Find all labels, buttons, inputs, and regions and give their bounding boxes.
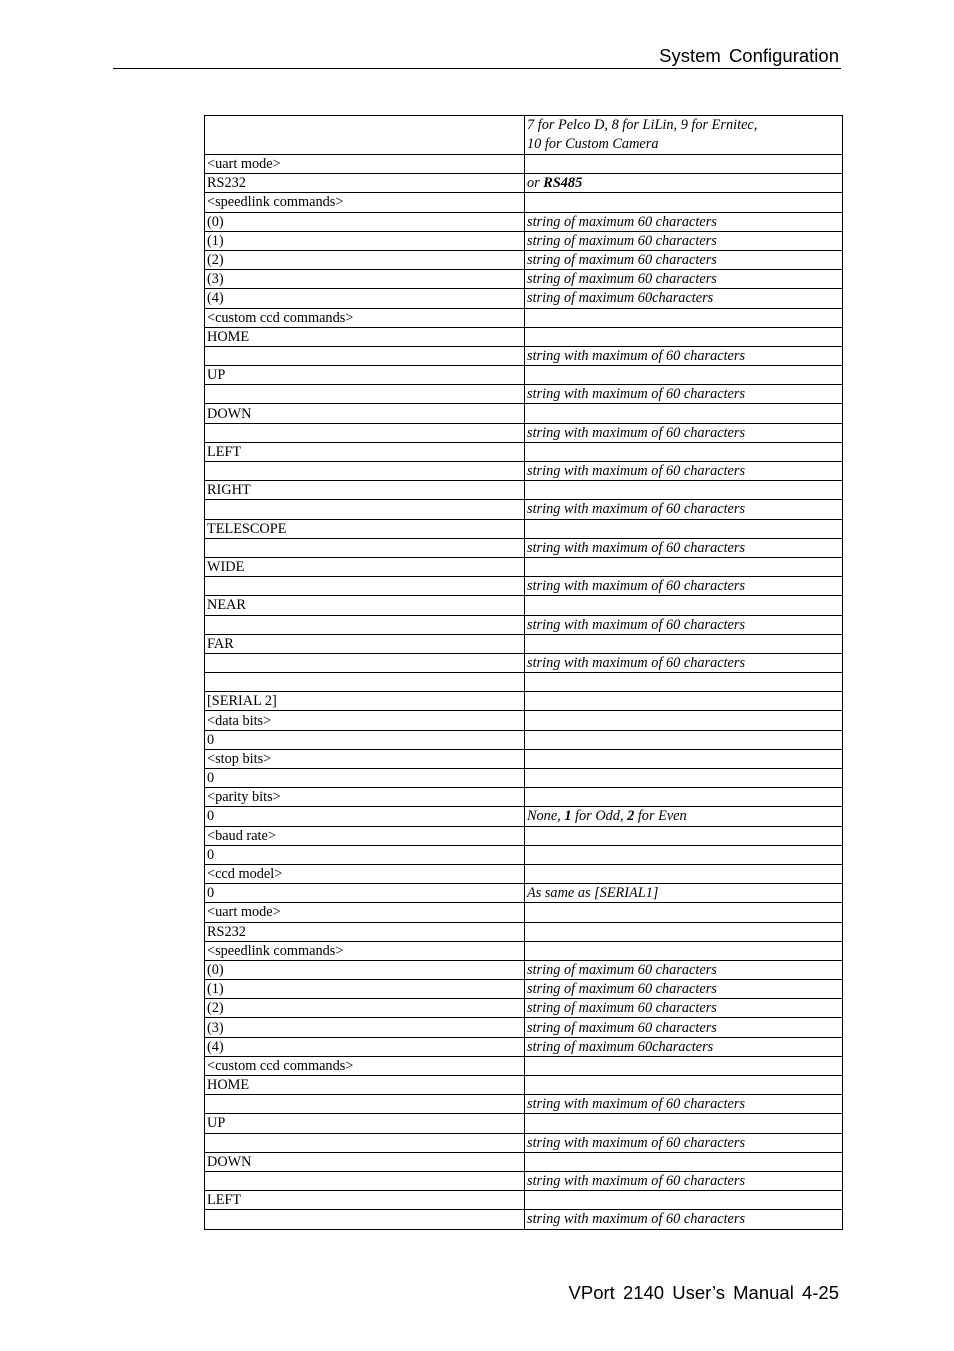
- table-row: [205, 385, 843, 404]
- param-cell: [205, 653, 525, 672]
- note-cell: [525, 826, 843, 845]
- note-cell: [525, 711, 843, 730]
- param-cell: <speedlink commands>: [205, 193, 525, 212]
- table-row: [205, 634, 843, 653]
- param-cell: <data bits>: [205, 711, 525, 730]
- table-row: [205, 212, 843, 231]
- table-row: [205, 270, 843, 289]
- table-row: [205, 1095, 843, 1114]
- note-cell: [525, 174, 843, 193]
- param-cell: [205, 116, 525, 155]
- param-cell: <custom ccd commands>: [205, 308, 525, 327]
- note-cell: string with maximum of 60 characters: [525, 1133, 843, 1152]
- note-cell: string with maximum of 60 characters: [525, 653, 843, 672]
- note-cell: [525, 1152, 843, 1171]
- note-line: 7 for Pelco D, 8 for LiLin, 9 for Ernitec,: [527, 117, 758, 133]
- note-value-bold: 1: [564, 808, 572, 825]
- note-cell: string with maximum of 60 characters: [525, 1171, 843, 1190]
- table-row: [205, 193, 843, 212]
- param-cell: <ccd model>: [205, 864, 525, 883]
- param-cell: LEFT: [205, 1191, 525, 1210]
- param-cell: <speedlink commands>: [205, 941, 525, 960]
- table-row: [205, 864, 843, 883]
- table-row: [205, 999, 843, 1018]
- param-cell: (4): [205, 289, 525, 308]
- note-cell: [525, 404, 843, 423]
- note-cell: [525, 308, 843, 327]
- param-cell: <stop bits>: [205, 749, 525, 768]
- note-cell: string with maximum of 60 characters: [525, 1210, 843, 1229]
- table-row: [205, 769, 843, 788]
- note-cell: string of maximum 60 characters: [525, 960, 843, 979]
- table-row: [205, 1076, 843, 1095]
- page-footer: VPort 2140 User’s Manual 4-25: [568, 1282, 839, 1303]
- param-cell: RS232: [205, 174, 525, 193]
- param-cell: <uart mode>: [205, 903, 525, 922]
- param-cell: [205, 462, 525, 481]
- param-cell: 0: [205, 845, 525, 864]
- note-value-bold: RS485: [543, 175, 583, 192]
- note-text: or: [527, 175, 544, 192]
- note-cell: [525, 769, 843, 788]
- table-row: [205, 289, 843, 308]
- param-cell: [205, 385, 525, 404]
- note-cell: [525, 519, 843, 538]
- table-row: [205, 615, 843, 634]
- table-row: [205, 250, 843, 269]
- param-cell: <custom ccd commands>: [205, 1056, 525, 1075]
- note-cell: As same as [SERIAL1]: [525, 884, 843, 903]
- param-cell: RIGHT: [205, 481, 525, 500]
- table-row: [205, 596, 843, 615]
- note-text: None,: [527, 808, 565, 825]
- table-row: [205, 538, 843, 557]
- note-cell: [525, 557, 843, 576]
- param-cell: NEAR: [205, 596, 525, 615]
- note-cell: string with maximum of 60 characters: [525, 385, 843, 404]
- table-row: [205, 346, 843, 365]
- param-cell: [205, 673, 525, 692]
- table-row: [205, 308, 843, 327]
- table-row: [205, 749, 843, 768]
- param-cell: [205, 1133, 525, 1152]
- table-row: [205, 673, 843, 692]
- table-row: [205, 557, 843, 576]
- table-row: [205, 519, 843, 538]
- table-row: [205, 807, 843, 826]
- table-row: [205, 442, 843, 461]
- config-table-body: [205, 116, 843, 1230]
- table-row: [205, 1037, 843, 1056]
- table-row: [205, 500, 843, 519]
- param-cell: RS232: [205, 922, 525, 941]
- note-cell: string with maximum of 60 characters: [525, 615, 843, 634]
- note-text: for Odd,: [571, 808, 628, 825]
- note-cell: [525, 1056, 843, 1075]
- note-cell: string of maximum 60characters: [525, 1037, 843, 1056]
- table-row: [205, 1018, 843, 1037]
- header-rule: [113, 68, 841, 69]
- note-cell: string of maximum 60 characters: [525, 250, 843, 269]
- param-cell: [205, 538, 525, 557]
- param-cell: <uart mode>: [205, 155, 525, 174]
- param-cell: [SERIAL 2]: [205, 692, 525, 711]
- table-row: [205, 174, 843, 193]
- config-table: [204, 115, 843, 1230]
- param-cell: (4): [205, 1037, 525, 1056]
- table-row: [205, 845, 843, 864]
- note-cell: [525, 116, 843, 155]
- note-cell: [525, 442, 843, 461]
- note-cell: [525, 692, 843, 711]
- param-cell: UP: [205, 1114, 525, 1133]
- table-row: [205, 1114, 843, 1133]
- note-cell: string with maximum of 60 characters: [525, 346, 843, 365]
- table-row: [205, 462, 843, 481]
- param-cell: (1): [205, 231, 525, 250]
- param-cell: [205, 346, 525, 365]
- table-row: [205, 1191, 843, 1210]
- param-cell: (3): [205, 1018, 525, 1037]
- note-cell: [525, 1191, 843, 1210]
- table-row: [205, 481, 843, 500]
- param-cell: DOWN: [205, 404, 525, 423]
- table-row: [205, 1056, 843, 1075]
- page-header-title: System Configuration: [659, 45, 839, 66]
- note-cell: string of maximum 60 characters: [525, 270, 843, 289]
- table-row: [205, 231, 843, 250]
- table-row: [205, 692, 843, 711]
- param-cell: HOME: [205, 1076, 525, 1095]
- table-row: [205, 653, 843, 672]
- note-cell: [525, 634, 843, 653]
- note-cell: [525, 1076, 843, 1095]
- table-row: [205, 327, 843, 346]
- param-cell: [205, 500, 525, 519]
- note-cell: [525, 845, 843, 864]
- table-row: [205, 941, 843, 960]
- param-cell: (1): [205, 980, 525, 999]
- param-cell: 0: [205, 730, 525, 749]
- param-cell: [205, 1210, 525, 1229]
- table-row: [205, 366, 843, 385]
- note-cell: [525, 922, 843, 941]
- param-cell: (0): [205, 212, 525, 231]
- param-cell: 0: [205, 769, 525, 788]
- table-row: [205, 980, 843, 999]
- param-cell: [205, 1095, 525, 1114]
- note-cell: string of maximum 60 characters: [525, 999, 843, 1018]
- table-row: [205, 730, 843, 749]
- note-cell: [525, 903, 843, 922]
- note-cell: string with maximum of 60 characters: [525, 538, 843, 557]
- note-cell: string with maximum of 60 characters: [525, 577, 843, 596]
- note-cell: [525, 807, 843, 826]
- note-cell: string of maximum 60characters: [525, 289, 843, 308]
- param-cell: (2): [205, 999, 525, 1018]
- param-cell: (2): [205, 250, 525, 269]
- table-row: [205, 1171, 843, 1190]
- note-cell: string with maximum of 60 characters: [525, 500, 843, 519]
- param-cell: 0: [205, 884, 525, 903]
- note-cell: [525, 155, 843, 174]
- param-cell: (0): [205, 960, 525, 979]
- param-cell: [205, 1171, 525, 1190]
- param-cell: <parity bits>: [205, 788, 525, 807]
- table-row: [205, 960, 843, 979]
- table-row: [205, 1210, 843, 1229]
- note-cell: string of maximum 60 characters: [525, 980, 843, 999]
- note-cell: string with maximum of 60 characters: [525, 462, 843, 481]
- param-cell: [205, 577, 525, 596]
- note-cell: string of maximum 60 characters: [525, 231, 843, 250]
- param-cell: (3): [205, 270, 525, 289]
- note-cell: [525, 788, 843, 807]
- table-row: [205, 577, 843, 596]
- param-cell: UP: [205, 366, 525, 385]
- table-row: [205, 116, 843, 155]
- note-cell: [525, 864, 843, 883]
- param-cell: WIDE: [205, 557, 525, 576]
- note-cell: [525, 193, 843, 212]
- note-cell: [525, 1114, 843, 1133]
- note-cell: [525, 481, 843, 500]
- note-value-bold: 2: [627, 808, 635, 825]
- table-row: [205, 922, 843, 941]
- table-row: [205, 826, 843, 845]
- note-cell: [525, 673, 843, 692]
- param-cell: DOWN: [205, 1152, 525, 1171]
- table-row: [205, 1152, 843, 1171]
- note-cell: string with maximum of 60 characters: [525, 1095, 843, 1114]
- param-cell: <baud rate>: [205, 826, 525, 845]
- note-cell: string with maximum of 60 characters: [525, 423, 843, 442]
- note-cell: [525, 941, 843, 960]
- table-row: [205, 423, 843, 442]
- note-cell: [525, 366, 843, 385]
- table-row: [205, 404, 843, 423]
- table-row: [205, 1133, 843, 1152]
- table-row: [205, 711, 843, 730]
- param-cell: HOME: [205, 327, 525, 346]
- table-row: [205, 788, 843, 807]
- table-row: [205, 884, 843, 903]
- param-cell: TELESCOPE: [205, 519, 525, 538]
- note-cell: string of maximum 60 characters: [525, 1018, 843, 1037]
- note-cell: [525, 327, 843, 346]
- param-cell: LEFT: [205, 442, 525, 461]
- note-text: for Even: [634, 808, 687, 825]
- note-cell: string of maximum 60 characters: [525, 212, 843, 231]
- note-line: 10 for Custom Camera: [527, 136, 659, 152]
- param-cell: FAR: [205, 634, 525, 653]
- param-cell: [205, 423, 525, 442]
- note-cell: [525, 596, 843, 615]
- param-cell: [205, 615, 525, 634]
- param-cell: 0: [205, 807, 525, 826]
- note-cell: [525, 730, 843, 749]
- note-cell: [525, 749, 843, 768]
- table-row: [205, 903, 843, 922]
- table-row: [205, 155, 843, 174]
